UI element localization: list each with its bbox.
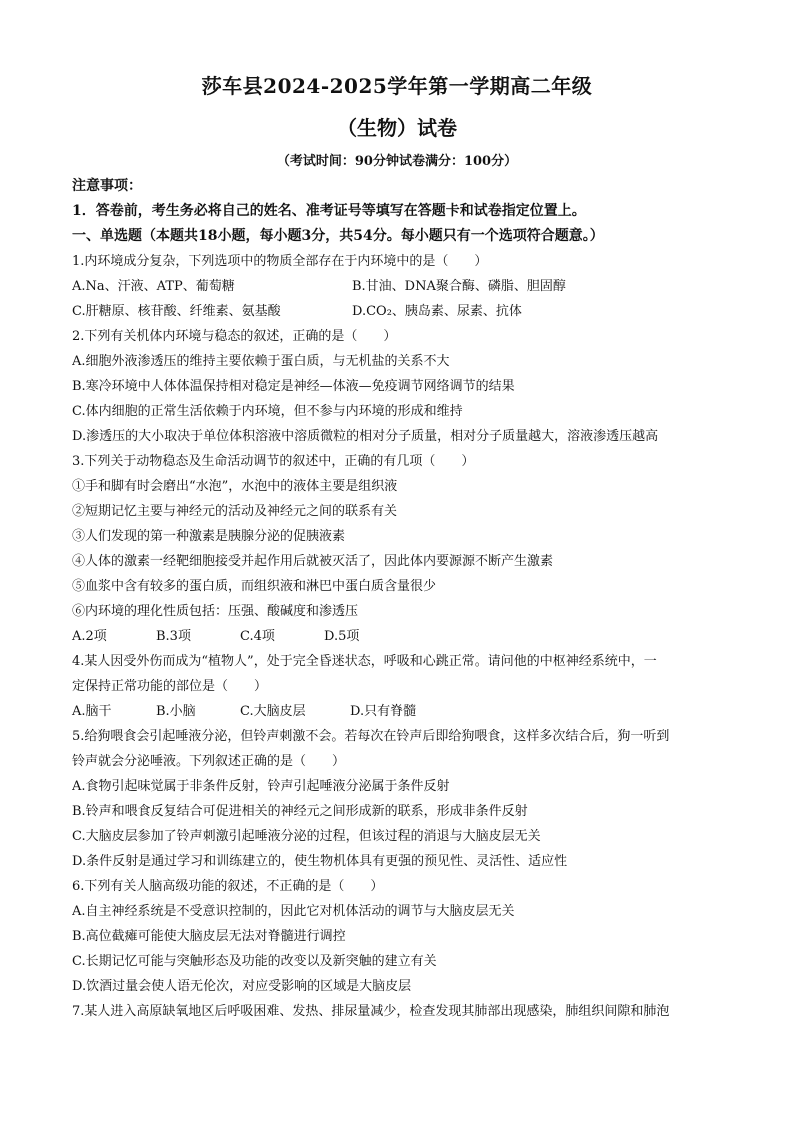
question-1-stem: 1.内环境成分复杂，下列选项中的物质全部存在于内环境中的是（ ） bbox=[72, 254, 488, 269]
option-b: B.甘油、DNA聚合酶、磷脂、胆固醇 bbox=[352, 279, 566, 294]
question-1-options-row2 bbox=[72, 300, 732, 318]
question-5-option-d: D.条件反射是通过学习和训练建立的，使生物机体具有更强的预见性、灵活性、适应性 bbox=[72, 854, 568, 869]
notice-item-1: 1．答卷前，考生务必将自己的姓名、准考证号等填写在答题卡和试卷指定位置上。 bbox=[72, 203, 586, 219]
option-c: C.4项 bbox=[240, 629, 275, 644]
question-3-stem: 3.下列关于动物稳态及生命活动调节的叙述中，正确的有几项（ ） bbox=[72, 454, 475, 469]
question-4-stem-line1: 4.某人因受外伤而成为“植物人”，处于完全昏迷状态，呼吸和心跳正常。请问他的中枢神经系统中，一 bbox=[72, 654, 657, 669]
option-a: A.2项 bbox=[72, 629, 107, 644]
question-5-option-a: A.食物引起味觉属于非条件反射，铃声引起唾液分泌属于条件反射 bbox=[72, 779, 450, 794]
question-6-option-c: C.长期记忆可能与突触形态及功能的改变以及新突触的建立有关 bbox=[72, 954, 437, 969]
question-5-option-c: C.大脑皮层参加了铃声刺激引起唾液分泌的过程，但该过程的消退与大脑皮层无关 bbox=[72, 829, 541, 844]
option-b: B.小脑 bbox=[156, 704, 196, 719]
section-heading: 一、单选题（本题共18小题，每小题3分，共54分。每小题只有一个选项符合题意。） bbox=[72, 228, 604, 244]
option-b: B.3项 bbox=[156, 629, 191, 644]
exam-title: 莎车县2024-2025学年第一学期高二年级 bbox=[201, 74, 593, 98]
notice-heading: 注意事项： bbox=[72, 178, 142, 194]
option-a: A.Na、汗液、ATP、葡萄糖 bbox=[72, 279, 235, 294]
question-6-stem: 6.下列有关人脑高级功能的叙述，不正确的是（ ） bbox=[72, 879, 384, 894]
question-4-stem-line2: 定保持正常功能的部位是（ ） bbox=[72, 679, 268, 694]
question-3-item-2: ②短期记忆主要与神经元的活动及神经元之间的联系有关 bbox=[72, 504, 398, 519]
question-2-option-d: D.渗透压的大小取决于单位体积溶液中溶质微粒的相对分子质量，相对分子质量越大，溶液渗透压越高 bbox=[72, 429, 659, 444]
question-3-item-4: ④人体的激素一经靶细胞接受并起作用后就被灭活了，因此体内要源源不断产生激素 bbox=[72, 554, 554, 569]
question-6-option-d: D.饮酒过量会使人语无伦次，对应受影响的区域是大脑皮层 bbox=[72, 979, 412, 994]
option-d: D.5项 bbox=[324, 629, 360, 644]
exam-info: （考试时间：90分钟试卷满分：100分） bbox=[276, 154, 518, 169]
question-2-option-a: A.细胞外液渗透压的维持主要依赖于蛋白质，与无机盐的关系不大 bbox=[72, 354, 450, 369]
option-c: C.肝糖原、核苷酸、纤维素、氨基酸 bbox=[72, 304, 281, 319]
question-2-option-b: B.寒冷环境中人体体温保持相对稳定是神经—体液—免疫调节网络调节的结果 bbox=[72, 379, 515, 394]
question-5-stem-line2: 铃声就会分泌唾液。下列叙述正确的是（ ） bbox=[72, 754, 346, 769]
question-3-item-3: ③人们发现的第一种激素是胰腺分泌的促胰液素 bbox=[72, 529, 346, 544]
question-2-option-c: C.体内细胞的正常生活依赖于内环境，但不参与内环境的形成和维持 bbox=[72, 404, 463, 419]
question-3-options bbox=[72, 625, 732, 643]
question-3-item-5: ⑤血浆中含有较多的蛋白质，而组织液和淋巴中蛋白质含量很少 bbox=[72, 579, 437, 594]
exam-subtitle: （生物）试卷 bbox=[337, 116, 457, 140]
question-6-option-a: A.自主神经系统是不受意识控制的，因此它对机体活动的调节与大脑皮层无关 bbox=[72, 904, 515, 919]
question-1-options-row1 bbox=[72, 275, 732, 293]
option-a: A.脑干 bbox=[72, 704, 112, 719]
question-3-item-6: ⑥内环境的理化性质包括：压强、酸碱度和渗透压 bbox=[72, 604, 359, 619]
option-d: D.CO₂、胰岛素、尿素、抗体 bbox=[352, 304, 522, 319]
question-3-item-1: ①手和脚有时会磨出“水泡”，水泡中的液体主要是组织液 bbox=[72, 479, 398, 494]
question-5-option-b: B.铃声和喂食反复结合可促进相关的神经元之间形成新的联系，形成非条件反射 bbox=[72, 804, 528, 819]
option-d: D.只有脊髓 bbox=[350, 704, 417, 719]
question-6-option-b: B.高位截瘫可能使大脑皮层无法对脊髓进行调控 bbox=[72, 929, 346, 944]
question-5-stem-line1: 5.给狗喂食会引起唾液分泌，但铃声刺激不会。若每次在铃声后即给狗喂食，这样多次结合后，狗一听到 bbox=[72, 729, 670, 744]
question-7-stem-line1: 7.某人进入高原缺氧地区后呼吸困难、发热、排尿量减少，检查发现其肺部出现感染，肺组织间隙和肺泡 bbox=[72, 1004, 670, 1019]
question-4-options bbox=[72, 700, 732, 718]
question-2-stem: 2.下列有关机体内环境与稳态的叙述，正确的是（ ） bbox=[72, 329, 397, 344]
option-c: C.大脑皮层 bbox=[240, 704, 306, 719]
